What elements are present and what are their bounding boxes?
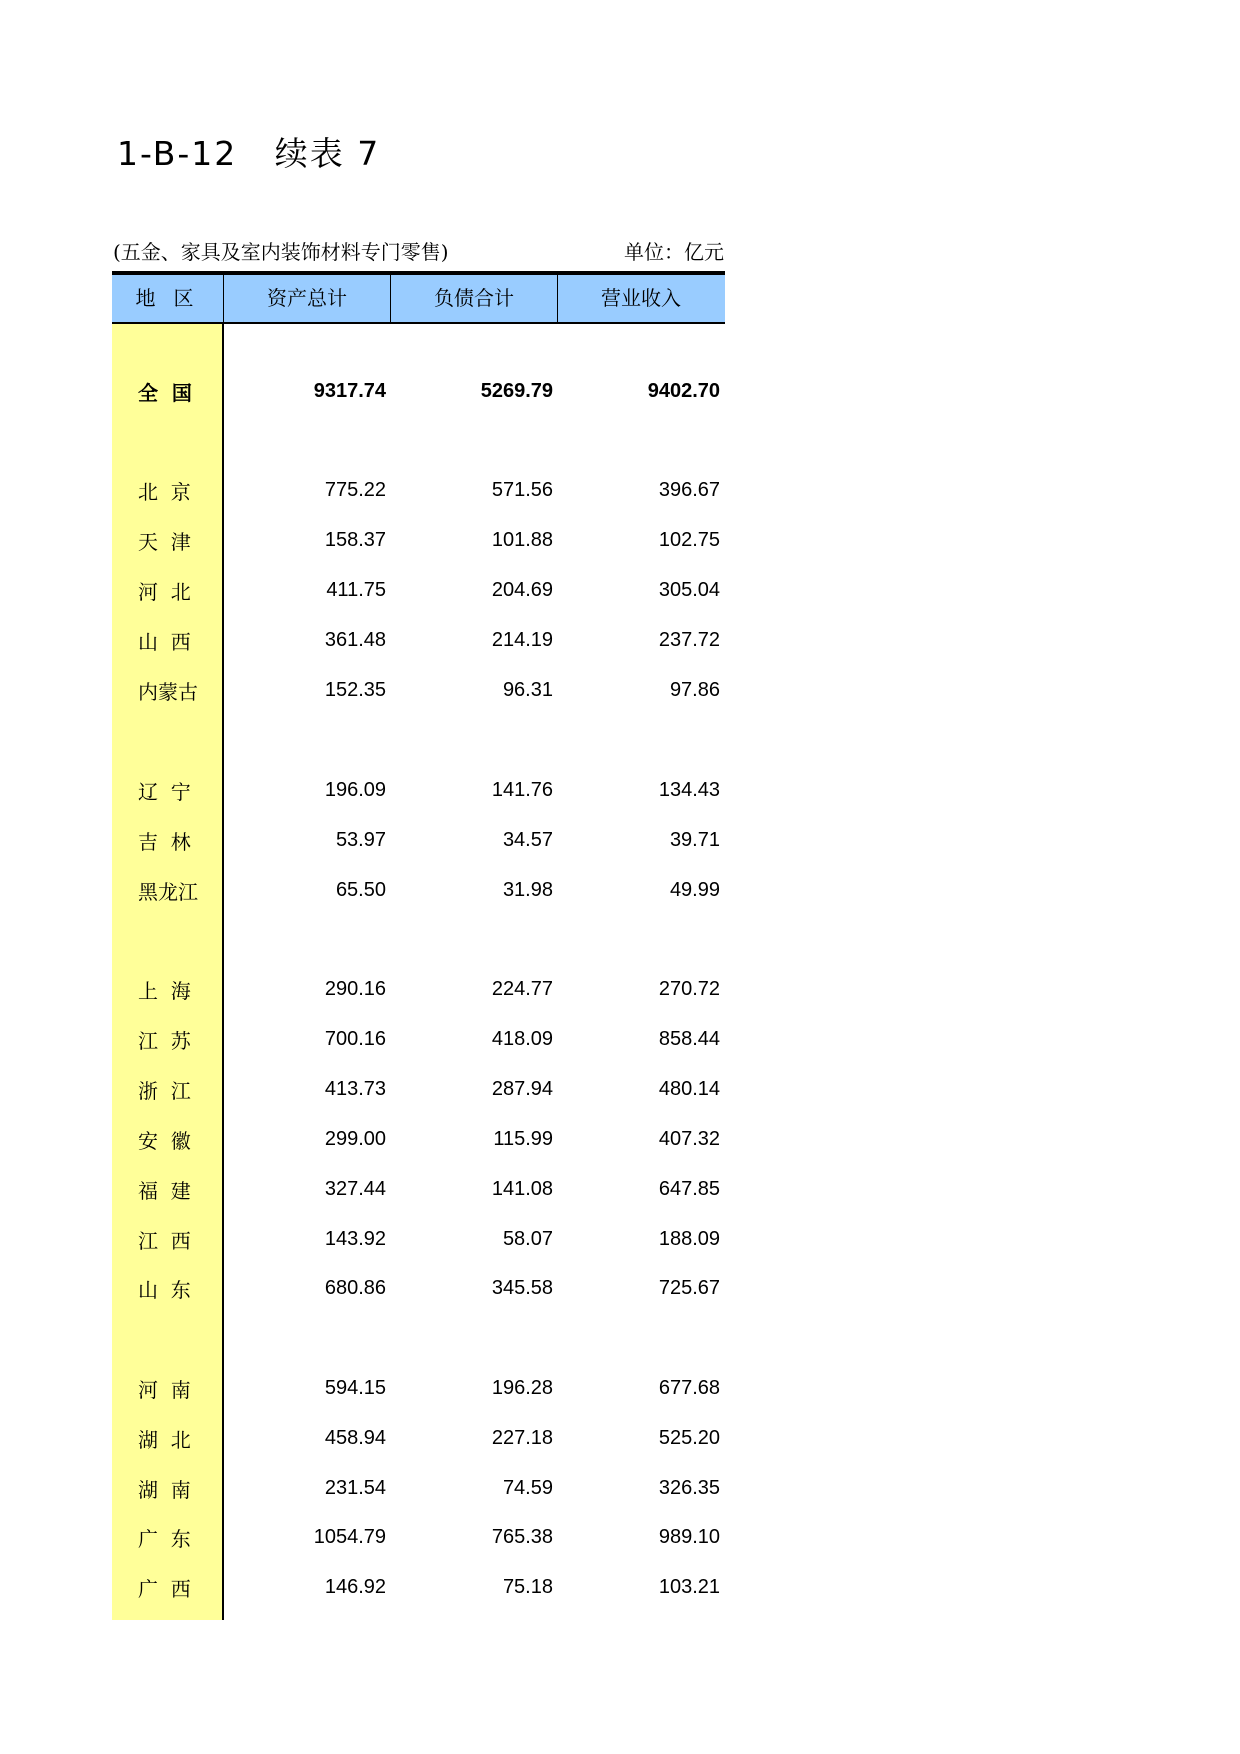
- assets-value: 594.15: [324, 1376, 386, 1399]
- region-name: 山 东: [138, 1277, 191, 1302]
- liabilities-value: 74.59: [502, 1476, 553, 1499]
- table-row: [112, 969, 725, 1009]
- table-row: [112, 1069, 725, 1109]
- assets-value: 290.16: [324, 977, 386, 1000]
- region-name: 浙 江: [138, 1078, 191, 1103]
- region-name: 上 海: [138, 978, 191, 1003]
- liabilities-value: 765.38: [491, 1525, 553, 1548]
- region-name: 江 苏: [138, 1028, 191, 1053]
- table-row: [112, 1268, 725, 1308]
- table-subtitle: (五金、家具及室内装饰材料专门零售): [113, 240, 449, 264]
- assets-value: 458.94: [324, 1426, 386, 1449]
- table-header: [112, 271, 725, 324]
- region-name: 广 东: [138, 1526, 191, 1551]
- revenue-value: 647.85: [658, 1177, 720, 1200]
- revenue-value: 305.04: [658, 578, 720, 601]
- liabilities-value: 287.94: [491, 1077, 553, 1100]
- revenue-value: 49.99: [669, 878, 720, 901]
- revenue-value: 9402.70: [647, 379, 720, 402]
- liabilities-value: 224.77: [491, 977, 553, 1000]
- liabilities-value: 5269.79: [480, 379, 553, 402]
- assets-value: 299.00: [324, 1127, 386, 1150]
- table-row: [112, 570, 725, 610]
- liabilities-value: 115.99: [493, 1127, 553, 1150]
- region-name: 广 西: [138, 1576, 191, 1601]
- header-liabilities: 负债合计: [390, 275, 557, 322]
- liabilities-value: 227.18: [491, 1426, 553, 1449]
- region-name: 天 津: [138, 529, 191, 554]
- assets-value: 65.50: [335, 878, 386, 901]
- header-region: 地区: [135, 286, 212, 310]
- table-row: [112, 1019, 725, 1059]
- revenue-value: 480.14: [658, 1077, 720, 1100]
- assets-value: 53.97: [335, 828, 386, 851]
- liabilities-value: 418.09: [491, 1027, 553, 1050]
- table-row: [112, 470, 725, 510]
- revenue-value: 237.72: [658, 628, 720, 651]
- table-row: [112, 620, 725, 660]
- revenue-value: 407.32: [658, 1127, 720, 1150]
- assets-value: 327.44: [324, 1177, 386, 1200]
- assets-value: 9317.74: [313, 379, 386, 402]
- assets-value: 411.75: [326, 578, 386, 601]
- liabilities-value: 345.58: [491, 1276, 553, 1299]
- liabilities-value: 204.69: [491, 578, 553, 601]
- assets-value: 143.92: [324, 1227, 386, 1250]
- liabilities-value: 196.28: [491, 1376, 553, 1399]
- table-row: [112, 1567, 725, 1607]
- revenue-value: 103.21: [658, 1575, 720, 1598]
- region-name: 辽 宁: [138, 779, 191, 804]
- liabilities-value: 141.08: [491, 1177, 553, 1200]
- table-row: [112, 870, 725, 910]
- revenue-value: 677.68: [658, 1376, 720, 1399]
- region-name: 河 北: [138, 579, 191, 604]
- liabilities-value: 214.19: [491, 628, 553, 651]
- assets-value: 413.73: [324, 1077, 386, 1100]
- table-row: [112, 670, 725, 710]
- region-name: 福 建: [138, 1178, 191, 1203]
- liabilities-value: 75.18: [502, 1575, 553, 1598]
- revenue-value: 396.67: [658, 478, 720, 501]
- region-name: 全 国: [138, 380, 192, 405]
- region-name: 黑龙江: [138, 879, 198, 904]
- table-row: [112, 1517, 725, 1557]
- assets-value: 1054.79: [313, 1525, 386, 1548]
- liabilities-value: 31.98: [502, 878, 553, 901]
- table-row: [112, 1169, 725, 1209]
- header-revenue: 营业收入: [557, 275, 724, 322]
- region-name: 北 京: [138, 479, 191, 504]
- table-row: [112, 770, 725, 810]
- revenue-value: 989.10: [658, 1525, 720, 1548]
- revenue-value: 725.67: [658, 1276, 720, 1299]
- liabilities-value: 571.56: [491, 478, 553, 501]
- assets-value: 680.86: [324, 1276, 386, 1299]
- assets-value: 152.35: [324, 678, 386, 701]
- revenue-value: 102.75: [658, 528, 720, 551]
- liabilities-value: 141.76: [491, 778, 553, 801]
- assets-value: 361.48: [324, 628, 386, 651]
- revenue-value: 188.09: [658, 1227, 720, 1250]
- region-name: 吉 林: [138, 829, 191, 854]
- header-assets: 资产总计: [223, 275, 390, 322]
- liabilities-value: 96.31: [502, 678, 553, 701]
- liabilities-value: 101.88: [491, 528, 553, 551]
- unit-label: 单位：亿元: [624, 240, 724, 264]
- revenue-value: 39.71: [669, 828, 720, 851]
- assets-value: 700.16: [324, 1027, 386, 1050]
- region-name: 湖 南: [138, 1477, 191, 1502]
- table-row-total: [112, 371, 725, 411]
- revenue-value: 858.44: [658, 1027, 720, 1050]
- table-row: [112, 1368, 725, 1408]
- revenue-value: 525.20: [658, 1426, 720, 1449]
- region-name: 河 南: [138, 1377, 191, 1402]
- table-row: [112, 1119, 725, 1159]
- assets-value: 775.22: [324, 478, 386, 501]
- liabilities-value: 58.07: [502, 1227, 553, 1250]
- assets-value: 231.54: [324, 1476, 386, 1499]
- liabilities-value: 34.57: [502, 828, 553, 851]
- revenue-value: 270.72: [658, 977, 720, 1000]
- region-name: 安 徽: [138, 1128, 191, 1153]
- table-row: [112, 820, 725, 860]
- assets-value: 196.09: [324, 778, 386, 801]
- region-name: 山 西: [138, 629, 191, 654]
- revenue-value: 326.35: [658, 1476, 720, 1499]
- region-name: 湖 北: [138, 1427, 191, 1452]
- region-name: 内蒙古: [138, 679, 198, 704]
- table-row: [112, 1418, 725, 1458]
- table-row: [112, 520, 725, 560]
- revenue-value: 134.43: [658, 778, 720, 801]
- page-title: 1-B-12 续表 7: [117, 134, 381, 173]
- table-row: [112, 1219, 725, 1259]
- assets-value: 158.37: [324, 528, 386, 551]
- revenue-value: 97.86: [669, 678, 720, 701]
- table-row: [112, 1468, 725, 1508]
- region-name: 江 西: [138, 1228, 191, 1253]
- assets-value: 146.92: [324, 1575, 386, 1598]
